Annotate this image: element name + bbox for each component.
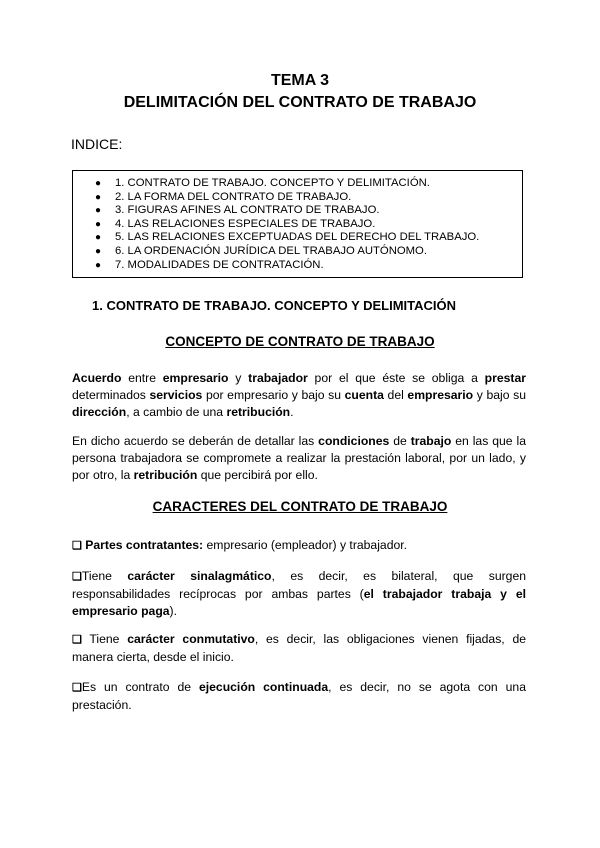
caracter-item-conmutativo: ❏ Tiene carácter conmutativo, es decir, las obligaciones vienen fijadas, de manera cierta, desde el inicio.: [72, 632, 527, 664]
toc-item-label: 5. LAS RELACIONES EXCEPTUADAS DEL DERECHO DEL TRABAJO.: [115, 231, 480, 244]
concepto-heading: CONCEPTO DE CONTRATO DE TRABAJO: [165, 334, 435, 349]
bullet-icon: ●: [95, 205, 102, 217]
concepto-paragraph-2: En dicho acuerdo se deberán de detallar las condiciones de trabajo en las que la persona trabajadora se compromete a realizar la prestación laboral, por un lado, y por otro, la retribución que percibirá por ello.: [72, 434, 526, 482]
toc-item-label: 1. CONTRATO DE TRABAJO. CONCEPTO Y DELIMITACIÓN.: [115, 177, 430, 189]
bullet-icon: ●: [95, 191, 102, 203]
table-of-contents: [72, 170, 523, 278]
tema-number: TEMA 3: [270, 72, 330, 89]
caracter-item-partes: ❏ Partes contratantes: empresario (empleador) y trabajador.: [72, 538, 408, 552]
toc-item: [95, 191, 479, 205]
toc-item: [95, 245, 479, 259]
indice-label: INDICE:: [71, 136, 123, 152]
toc-item-label: 6. LA ORDENACIÓN JURÍDICA DEL TRABAJO AUTÓNOMO.: [115, 244, 427, 257]
checkbox-icon: ❏: [72, 540, 82, 552]
toc-item-label: 4. LAS RELACIONES ESPECIALES DE TRABAJO.: [115, 217, 376, 230]
toc-item: [95, 231, 479, 245]
section-heading: 1. CONTRATO DE TRABAJO. CONCEPTO Y DELIMITACIÓN: [92, 298, 457, 313]
concepto-paragraph-1: Acuerdo entre empresario y trabajador por el que éste se obliga a prestar determinados servicios por empresario y bajo su cuenta del empresario y bajo su dirección, a cambio de una retribución.: [72, 371, 526, 419]
toc-item: [95, 177, 479, 191]
bullet-icon: ●: [95, 232, 102, 244]
checkbox-icon: ❏: [72, 634, 82, 646]
bullet-icon: ●: [95, 245, 102, 257]
checkbox-icon: ❏: [72, 571, 82, 583]
bullet-icon: ●: [95, 178, 102, 189]
toc-list: [95, 177, 479, 272]
toc-item: [95, 259, 479, 273]
caracteres-heading: CARACTERES DEL CONTRATO DE TRABAJO: [152, 499, 448, 514]
toc-item-label: 7. MODALIDADES DE CONTRATACIÓN.: [115, 258, 324, 271]
caracter-item-continuada: ❏Es un contrato de ejecución continuada, es decir, no se agota con una prestación.: [72, 680, 526, 712]
caracter-item-sinalagmatico: ❏Tiene carácter sinalagmático, es decir, es bilateral, que surgen responsabilidades recíprocas por ambas partes (el trabajador trabaja y el empresario paga).: [72, 569, 527, 618]
page-title: DELIMITACIÓN DEL CONTRATO DE TRABAJO: [123, 94, 477, 111]
toc-item: [95, 218, 479, 232]
toc-item: [95, 204, 479, 218]
toc-item-label: 2. LA FORMA DEL CONTRATO DE TRABAJO.: [115, 190, 352, 203]
toc-item-label: 3. FIGURAS AFINES AL CONTRATO DE TRABAJO.: [115, 204, 380, 217]
checkbox-icon: ❏: [72, 682, 82, 694]
bullet-icon: ●: [95, 218, 102, 230]
bullet-icon: ●: [95, 259, 102, 271]
